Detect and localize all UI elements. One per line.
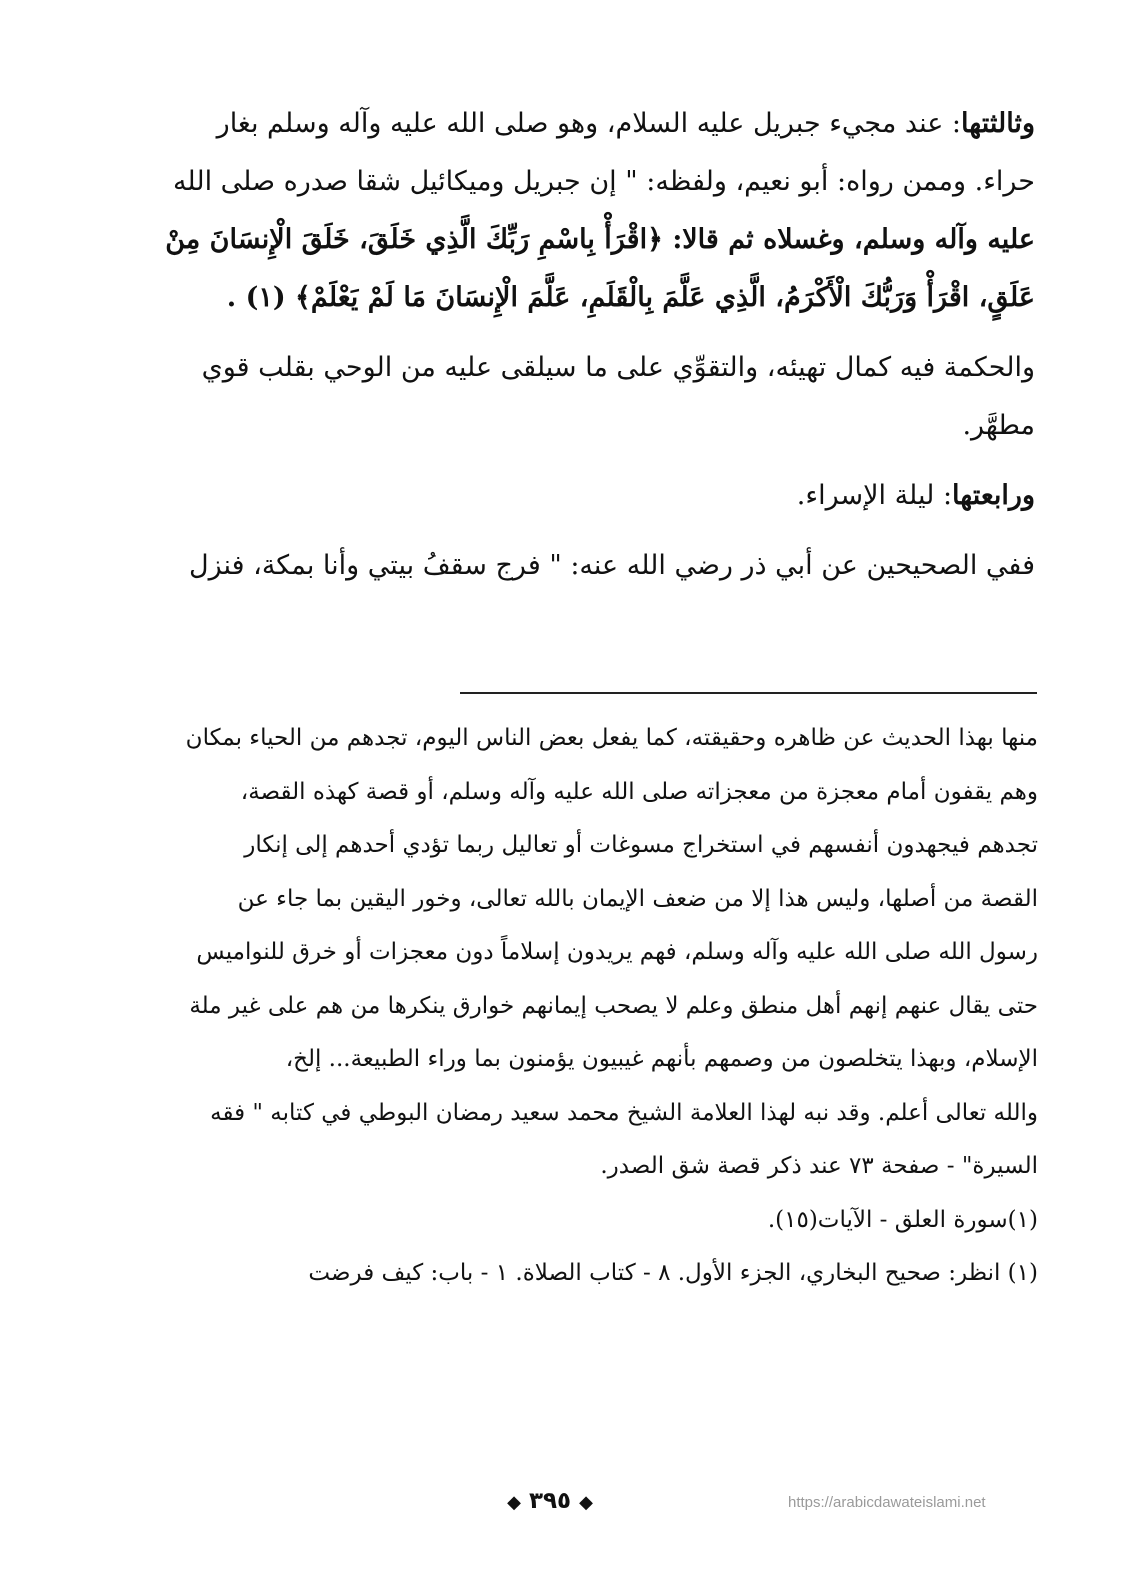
paragraph-fourth: [90, 467, 1035, 525]
text-line: وثالثتها: عند مجيء جبريل عليه السلام، وهو صلى الله عليه وآله وسلم بغار: [216, 108, 1035, 139]
footnote-line: رسول الله صلى الله عليه وآله وسلم، فهم يريدون إسلاماً دون معجزات أو خرق للنواميس: [196, 939, 1038, 965]
text-line: ففي الصحيحين عن أبي ذر رضي الله عنه: " فرج سقفُ بيتي وأنا بمكة، فنزل: [188, 550, 1035, 581]
footnote-bukhari-reference: (١) انظر: صحيح البخاري، الجزء الأول. ٨ - كتاب الصلاة. ١ - باب: كيف فرضت: [308, 1260, 1038, 1286]
section-lead: ورابعتها: [952, 480, 1035, 511]
footnote-line: وهم يقفون أمام معجزة من معجزاته صلى الله عليه وآله وسلم، أو قصة كهذه القصة،: [240, 778, 1038, 805]
footnote-line: الإسلام، وبهذا يتخلصون من وصمهم بأنهم غيبيون يؤمنون بما وراء الطبيعة... إلخ،: [285, 1046, 1038, 1072]
section-lead: وثالثتها: [961, 108, 1035, 139]
main-text: [90, 95, 1035, 607]
paragraph-wisdom: [90, 339, 1035, 455]
footnote-line: تجدهم فيجهدون أنفسهم في استخراج مسوغات أو تعاليل ربما تؤدي أحدهم إلى إنكار: [244, 832, 1038, 858]
footnote-divider: [460, 692, 1037, 694]
paragraph-third: [90, 95, 1035, 327]
footnote-line: السيرة" - صفحة ٧٣ عند ذكر قصة شق الصدر.: [600, 1153, 1038, 1179]
text-line: ورابعتها: ليلة الإسراء.: [796, 480, 1035, 511]
footnote-line: منها بهذا الحديث عن ظاهره وحقيقته، كما يفعل بعض الناس اليوم، تجدهم من الحياء بمكان: [185, 725, 1038, 751]
text-line: والحكمة فيه كمال تهيئه، والتقوِّي على ما سيلقى عليه من الوحي بقلب قوي: [201, 352, 1035, 383]
quran-verse-line: عليه وآله وسلم، وغسلاه ثم قالا: ﴿اقْرَأْ بِاسْمِ رَبِّكَ الَّذِي خَلَقَ، خَلَقَ الْإِنسَانَ مِنْ: [165, 224, 1035, 255]
footnotes: [78, 712, 1038, 1301]
text-line: حراء. وممن رواه: أبو نعيم، ولفظه: " إن جبريل وميكائيل شقا صدره صلى الله: [172, 166, 1035, 197]
page-number-value: ٣٩٥: [528, 1488, 572, 1514]
page-number: [490, 1488, 610, 1514]
ornament-icon: ◆: [507, 1492, 521, 1513]
text-line: مطهَّر.: [962, 410, 1035, 441]
footnote-line: حتى يقال عنهم إنهم أهل منطق وعلم لا يصحب إيمانهم خوارق ينكرها من هم على غير ملة: [189, 992, 1038, 1019]
ornament-icon: ◆: [579, 1492, 593, 1513]
footnote-line: والله تعالى أعلم. وقد نبه لهذا العلامة الشيخ محمد سعيد رمضان البوطي في كتابه " فقه: [210, 1099, 1038, 1126]
footnote-quran-reference: (١)سورة العلق - الآيات(١٥).: [767, 1206, 1038, 1233]
footnote-line: القصة من أصلها، وليس هذا إلا من ضعف الإيمان بالله تعالى، وخور اليقين بما جاء عن: [237, 885, 1038, 912]
quran-verse-line: عَلَقٍ، اقْرَأْ وَرَبُّكَ الْأَكْرَمُ، الَّذِي عَلَّمَ بِالْقَلَمِ، عَلَّمَ الْإِنسَانَ مَا لَمْ يَعْلَمْ﴾ (١) .: [226, 282, 1035, 313]
paragraph-sahihayn: [90, 537, 1035, 595]
watermark-url: https://arabicdawateislami.net: [788, 1494, 986, 1511]
